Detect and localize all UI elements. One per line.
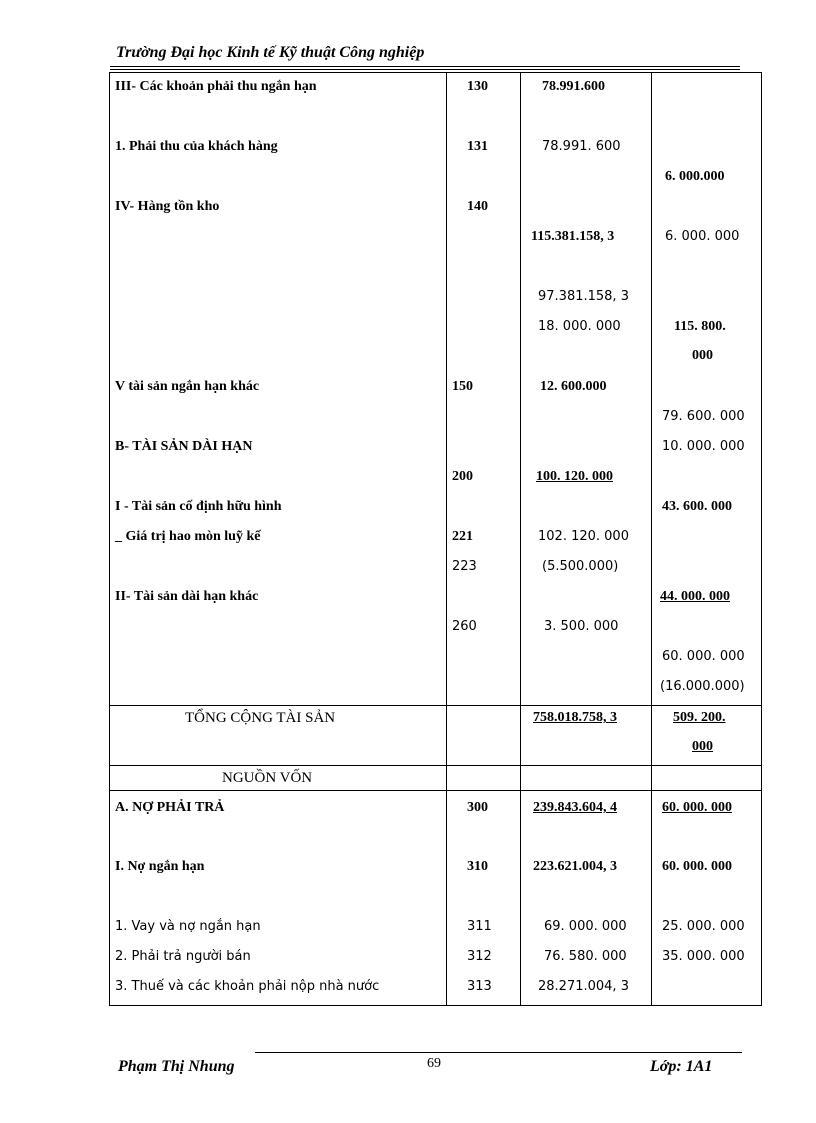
footer-rule — [255, 1052, 742, 1053]
row-taxes-code: 313 — [467, 979, 492, 994]
row-depreciation-code: 221 — [452, 529, 473, 544]
value2-cell: 10. 000. 000 — [662, 439, 745, 454]
capital-heading: NGUỒN VỐN — [222, 770, 313, 786]
column-divider-value1 — [520, 73, 521, 1005]
row-payables-code: 312 — [467, 949, 492, 964]
row-loans-code: 311 — [467, 919, 492, 934]
total-assets-value2: 509. 200. — [673, 710, 726, 725]
footer-class: Lớp: 1A1 — [650, 1058, 713, 1075]
row-liabilities-code: 300 — [467, 800, 488, 815]
row-other-long-term-value2: 44. 000. 000 — [660, 589, 730, 604]
row-other-current-assets-code: 150 — [452, 379, 473, 394]
row-short-term-debt-code: 310 — [467, 859, 488, 874]
row-taxes-value1: 28.271.004, 3 — [538, 979, 629, 994]
row-long-term-assets-label: B- TÀI SẢN DÀI HẠN — [115, 439, 253, 454]
row-loans-value1: 69. 000. 000 — [544, 919, 627, 934]
column-divider-code — [446, 73, 447, 1005]
row-liabilities-label: A. NỢ PHẢI TRẢ — [115, 800, 225, 815]
code-cell: 200 — [452, 469, 473, 484]
total-assets-value1: 758.018.758, 3 — [533, 710, 617, 725]
column-divider-value2 — [651, 73, 652, 1005]
row-loans-value2: 25. 000. 000 — [662, 919, 745, 934]
row-inventory-code: 140 — [467, 199, 488, 214]
row-other-current-assets-value1: 12. 600.000 — [540, 379, 607, 394]
row-divider-capital — [110, 765, 761, 766]
row-inventory-label: IV- Hàng tồn kho — [115, 199, 220, 214]
row-divider-liabilities — [110, 790, 761, 791]
code-cell: 260 — [452, 619, 477, 634]
value1-cell: 97.381.158, 3 — [538, 289, 629, 304]
value2-cell: 6. 000.000 — [665, 169, 725, 184]
value1-cell: 115.381.158, 3 — [531, 229, 615, 244]
footer-author-name: Phạm Thị Nhung — [118, 1058, 235, 1075]
value2-cell: 79. 600. 000 — [662, 409, 745, 424]
row-fixed-assets-label: I - Tài sản cố định hữu hình — [115, 499, 282, 514]
row-short-term-debt-value1: 223.621.004, 3 — [533, 859, 617, 874]
row-loans-label: 1. Vay và nợ ngắn hạn — [115, 919, 261, 934]
value2-cell: 115. 800. — [674, 319, 726, 334]
row-taxes-label: 3. Thuế và các khoản phải nộp nhà nước — [115, 979, 380, 994]
row-receivables-label: III- Các khoản phải thu ngắn hạn — [115, 79, 317, 94]
footer-page-number: 69 — [427, 1056, 441, 1071]
row-payables-label: 2. Phải trả người bán — [115, 949, 251, 964]
value1-cell: 18. 000. 000 — [538, 319, 621, 334]
balance-sheet-table — [109, 72, 762, 1006]
total-assets-value2-continued: 000 — [692, 739, 713, 754]
row-fixed-assets-value2: 43. 600. 000 — [662, 499, 732, 514]
row-other-long-term-label: II- Tài sản dài hạn khác — [115, 589, 259, 604]
value1-cell: 100. 120. 000 — [536, 469, 613, 484]
value2-cell-continued: 000 — [692, 348, 713, 363]
row-payables-value2: 35. 000. 000 — [662, 949, 745, 964]
header-title: Trường Đại học Kinh tế Kỹ thuật Công nghiệp — [116, 44, 425, 61]
row-other-current-assets-label: V tài sản ngắn hạn khác — [115, 379, 260, 394]
row-payables-value1: 76. 580. 000 — [544, 949, 627, 964]
value2-cell: (16.000.000) — [660, 679, 745, 694]
row-depreciation-value1: 102. 120. 000 — [538, 529, 629, 544]
value1-cell: (5.500.000) — [542, 559, 619, 574]
row-divider-total — [110, 705, 761, 706]
row-short-term-debt-value2: 60. 000. 000 — [662, 859, 732, 874]
value2-cell: 6. 000. 000 — [665, 229, 740, 244]
value1-cell: 3. 500. 000 — [544, 619, 619, 634]
row-customer-receivables-label: 1. Phải thu của khách hàng — [115, 139, 278, 154]
row-customer-receivables-code: 131 — [467, 139, 488, 154]
header-rule — [110, 66, 740, 67]
row-receivables-value1: 78.991.600 — [542, 79, 605, 94]
code-cell: 223 — [452, 559, 477, 574]
row-customer-receivables-value1: 78.991. 600 — [542, 139, 621, 154]
row-depreciation-label: _ Giá trị hao mòn luỹ kế — [115, 529, 261, 544]
row-receivables-code: 130 — [467, 79, 488, 94]
value2-cell: 60. 000. 000 — [662, 649, 745, 664]
total-assets-label: TỔNG CỘNG TÀI SẢN — [185, 710, 336, 726]
row-liabilities-value2: 60. 000. 000 — [662, 800, 732, 815]
header-rule-double — [110, 69, 740, 70]
row-liabilities-value1: 239.843.604, 4 — [533, 800, 617, 815]
row-short-term-debt-label: I. Nợ ngắn hạn — [115, 859, 205, 874]
